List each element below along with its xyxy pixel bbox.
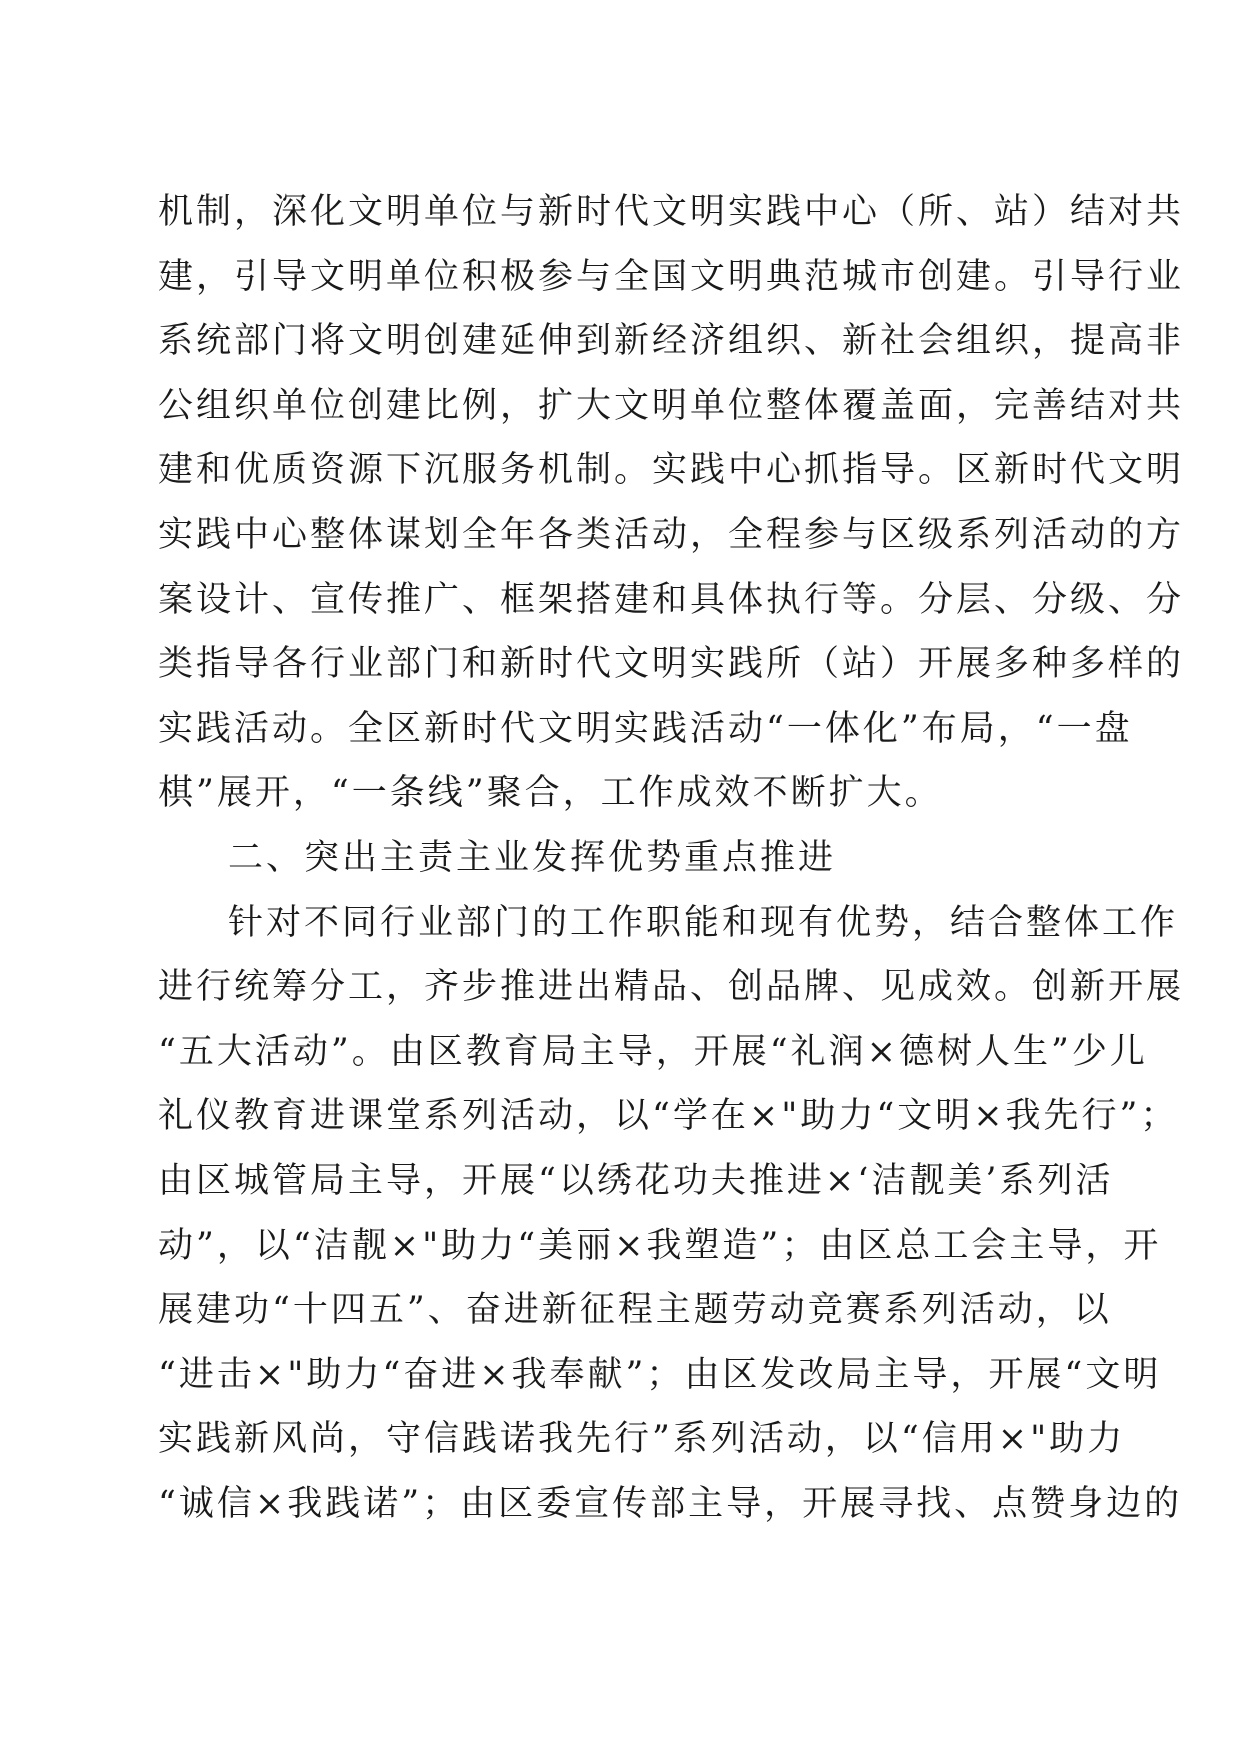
text-line: 公组织单位创建比例，扩大文明单位整体覆盖面，完善结对共	[158, 385, 1185, 426]
text-line: “进击×"助力“奋进×我奉献”；由区发改局主导，开展“文明	[158, 1354, 1162, 1395]
text-line: 棋”展开，“一条线”聚合，工作成效不断扩大。	[158, 773, 943, 814]
text-line: 由区城管局主导，开展“以绣花功夫推进×‘洁靓美’系列活	[158, 1160, 1114, 1201]
text-line: 礼仪教育进课堂系列活动，以“学在×"助力“文明×我先行”；	[158, 1096, 1179, 1137]
text-line: 实践中心整体谋划全年各类活动，全程参与区级系列活动的方	[158, 514, 1185, 555]
text-line: 动”，以“洁靓×"助力“美丽×我塑造”；由区总工会主导，开	[158, 1225, 1162, 1266]
paragraph-body	[158, 891, 1185, 1537]
paragraph-continuation	[158, 180, 1185, 826]
heading-line: 二、突出主责主业发挥优势重点推进	[228, 837, 837, 878]
text-line: 展建功“十四五”、奋进新征程主题劳动竞赛系列活动，以	[158, 1290, 1112, 1331]
text-line: 建，引导文明单位积极参与全国文明典范城市创建。引导行业	[158, 256, 1185, 297]
text-line: 进行统筹分工，齐步推进出精品、创品牌、见成效。创新开展	[158, 967, 1185, 1008]
text-line: 针对不同行业部门的工作职能和现有优势，结合整体工作	[228, 902, 1179, 943]
text-line: 实践新风尚，守信践诺我先行”系列活动，以“信用×"助力	[158, 1419, 1126, 1460]
text-line: 案设计、宣传推广、框架搭建和具体执行等。分层、分级、分	[158, 579, 1185, 620]
text-line: “五大活动”。由区教育局主导，开展“礼润×德树人生”少儿	[158, 1031, 1148, 1072]
text-line: 系统部门将文明创建延伸到新经济组织、新社会组织，提高非	[158, 321, 1185, 362]
text-line: 类指导各行业部门和新时代文明实践所（站）开展多种多样的	[158, 644, 1185, 685]
document-body	[158, 180, 1185, 1536]
text-line: 机制，深化文明单位与新时代文明实践中心（所、站）结对共	[158, 192, 1185, 232]
text-line: 实践活动。全区新时代文明实践活动“一体化”布局，“一盘	[158, 708, 1133, 749]
text-line: 建和优质资源下沉服务机制。实践中心抓指导。区新时代文明	[158, 450, 1185, 491]
text-line: “诚信×我践诺”；由区委宣传部主导，开展寻找、点赞身边的	[158, 1483, 1183, 1524]
section-heading	[158, 826, 1082, 891]
